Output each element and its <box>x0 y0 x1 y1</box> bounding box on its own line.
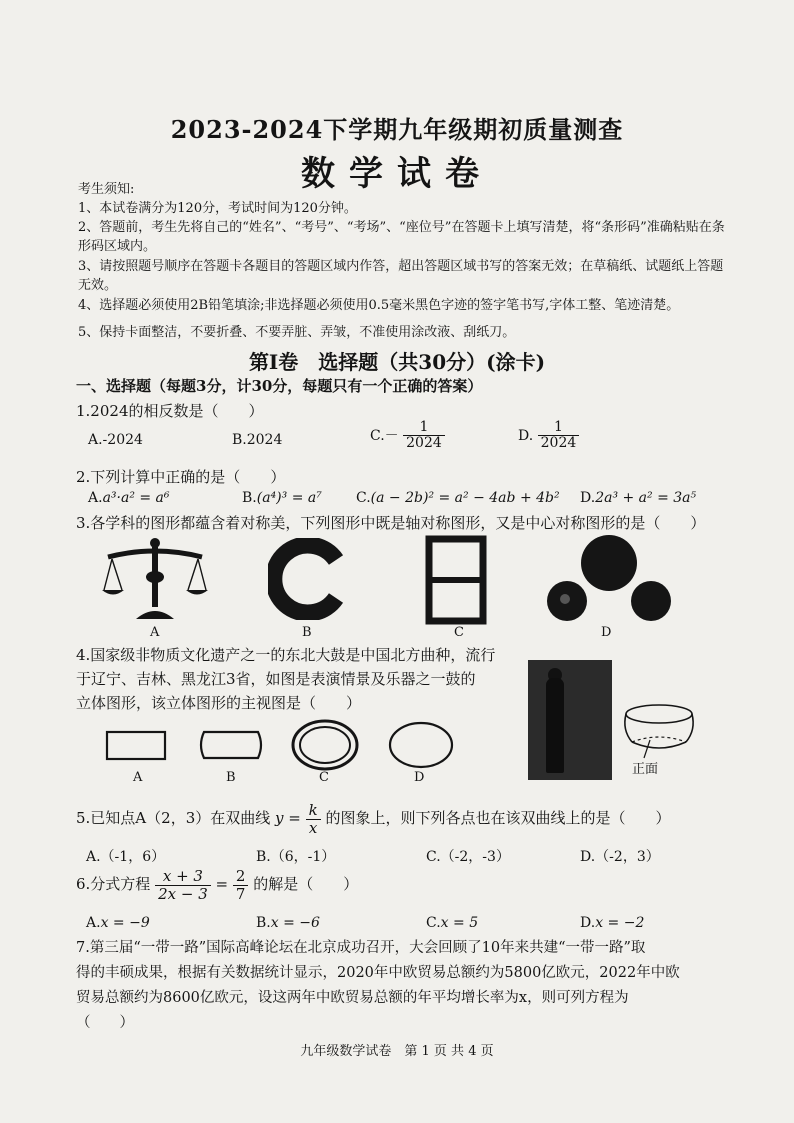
q6-a-prefix: A. <box>86 915 101 931</box>
page-footer: 九年级数学试卷 第 1 页 共 4 页 <box>300 1044 494 1059</box>
q5-numerator: k <box>306 802 321 820</box>
part-heading: 一、选择题（每题3分，计30分，每题只有一个正确的答案） <box>76 377 483 395</box>
q3-label-d: D <box>601 625 612 640</box>
q6-stem <box>76 868 358 902</box>
q6-option-d <box>580 915 644 931</box>
q1-option-c-prefix: C.－ <box>370 427 399 444</box>
q6-d-prefix: D. <box>580 915 596 931</box>
q6-numerator-right: 2 <box>233 868 249 886</box>
q6-numerator-left: x + 3 <box>155 868 211 886</box>
q6-d-expr: x = −2 <box>595 915 645 931</box>
q5-option-b: B.（6，-1） <box>256 849 336 865</box>
q6-equals: = <box>215 875 229 893</box>
q3-stem: 3.各学科的图形都蕴含着对称美，下列图形中既是轴对称图形，又是中心对称图形的是（ ） <box>76 514 706 532</box>
q6-denominator-right: 7 <box>235 884 246 903</box>
q1-option-c <box>370 420 445 452</box>
q5-y-eq: y = <box>275 809 301 827</box>
notice-item-5: 5、保持卡面整洁，不要折叠、不要弄脏、弄皱，不准使用涂改液、刮纸刀。 <box>78 325 516 340</box>
q7-line-2: 得的丰硕成果，根据有关数据统计显示，2020年中欧贸易总额约为5800亿欧元，2022年中欧 <box>76 965 680 981</box>
q4-label-c: C <box>319 770 329 785</box>
q2-b-prefix: B. <box>242 490 257 506</box>
q5-denominator: x <box>308 818 318 837</box>
three-circles-icon <box>545 533 675 625</box>
q1-stem: 1.2024的相反数是（ ） <box>76 402 264 420</box>
q6-c-prefix: C. <box>426 915 441 931</box>
notice-item-3: 3、请按照题号顺序在答题卡各题目的答题区域内作答，超出答题区域书写的答案无效；在草稿纸、试题纸上答题无效。 <box>78 259 724 293</box>
q1-d-numerator: 1 <box>538 420 580 436</box>
q6-b-expr: x = −6 <box>270 915 320 931</box>
front-view-double-ellipse-icon <box>290 718 360 772</box>
q4-label-d: D <box>414 770 425 785</box>
q6-fraction-left <box>155 868 211 902</box>
q4-label-b: B <box>226 770 236 785</box>
q7-line-4: （ ） <box>76 1015 134 1031</box>
q7-line-1: 7.第三届“一带一路”国际高峰论坛在北京成功召开，大会回顾了10年来共建“一带一路”取 <box>76 940 646 956</box>
window-frame-icon <box>425 535 487 625</box>
q5-stem-post: 的图象上，则下列各点也在该双曲线上的是（ ） <box>325 809 671 827</box>
q2-b-expr: (a⁴)³ = a⁷ <box>256 490 322 506</box>
q5-fraction <box>306 802 321 836</box>
q4-line-3: 立体图形，该立体图形的主视图是（ ） <box>76 694 362 712</box>
q6-option-b <box>256 915 320 931</box>
q7-line-3: 贸易总额约为8600亿欧元，设这两年中欧贸易总额的年平均增长率为x，则可列方程为 <box>76 990 629 1006</box>
q3-label-a: A <box>150 625 160 640</box>
q1-d-denominator: 2024 <box>540 435 577 452</box>
q1-option-b: B.2024 <box>232 432 283 448</box>
q4-label-a: A <box>133 770 143 785</box>
section-title: 第Ⅰ卷 选择题（共30分）(涂卡) <box>248 350 546 374</box>
q2-d-expr: 2a³ + a² = 3a⁵ <box>595 490 697 506</box>
front-view-barrel-icon <box>198 725 264 765</box>
q6-stem-post: 的解是（ ） <box>253 875 359 893</box>
performance-photo <box>528 660 612 780</box>
q2-option-b <box>242 490 322 506</box>
q2-a-expr: a³·a² = a⁶ <box>102 490 170 506</box>
q5-stem-pre: 5.已知点A（2，3）在双曲线 <box>76 809 271 827</box>
q4-line-2: 于辽宁、吉林、黑龙江3省，如图是表演情景及乐器之一鼓的 <box>76 670 476 688</box>
notice-item-2: 2、答题前，考生先将自己的“姓名”、“考号”、“考场”、“座位号”在答题卡上填写清楚，将“条形码”准确粘贴在条形码区域内。 <box>78 220 725 254</box>
notice-item-1: 1、本试卷满分为120分，考试时间为120分钟。 <box>78 201 357 216</box>
front-view-label: 正面 <box>632 762 659 777</box>
q5-option-d: D.（-2，3） <box>580 849 660 865</box>
notice-item-4: 4、选择题必须使用2B铅笔填涂;非选择题必须使用0.5毫米黑色字迹的签字笔书写,字体工整、笔迹清楚。 <box>78 298 680 313</box>
q6-option-a <box>86 915 150 931</box>
q6-c-expr: x = 5 <box>440 915 479 931</box>
ring-c-icon <box>268 538 348 620</box>
q2-option-d <box>580 490 696 506</box>
q2-option-c <box>356 490 560 506</box>
q1-c-numerator: 1 <box>403 420 445 436</box>
q2-c-prefix: C. <box>356 490 371 506</box>
front-view-ellipse-icon <box>386 720 456 770</box>
q1-option-d-prefix: D. <box>518 427 534 444</box>
q2-a-prefix: A. <box>88 490 103 506</box>
front-view-rectangle-icon <box>104 725 168 765</box>
drum-3d-icon <box>620 700 698 762</box>
q5-stem <box>76 802 671 836</box>
q2-option-a <box>88 490 170 506</box>
q6-fraction-right <box>233 868 249 902</box>
q3-label-b: B <box>302 625 312 640</box>
q1-c-denominator: 2024 <box>406 435 442 452</box>
q6-b-prefix: B. <box>256 915 271 931</box>
q5-option-c: C.（-2，-3） <box>426 849 510 865</box>
exam-title: 2023-2024下学期九年级期初质量测查 <box>170 115 624 144</box>
q4-line-1: 4.国家级非物质文化遗产之一的东北大鼓是中国北方曲种，流行 <box>76 646 496 664</box>
q1-option-d-fraction <box>538 420 580 452</box>
notice-heading: 考生须知: <box>78 182 135 197</box>
q3-label-c: C <box>454 625 464 640</box>
q2-d-prefix: D. <box>580 490 596 506</box>
q1-option-c-fraction <box>403 420 445 452</box>
q6-a-expr: x = −9 <box>100 915 150 931</box>
q2-stem: 2.下列计算中正确的是（ ） <box>76 468 286 486</box>
performer-figure <box>546 678 564 773</box>
exam-subtitle: 数学试卷 <box>301 154 493 194</box>
scale-balance-icon <box>100 535 210 625</box>
q6-denominator-left: 2x − 3 <box>158 884 208 903</box>
q6-option-c <box>426 915 478 931</box>
q1-option-d <box>518 420 579 452</box>
q6-stem-pre: 6.分式方程 <box>76 875 151 893</box>
q5-option-a: A.（-1，6） <box>86 849 166 865</box>
q1-option-a: A.-2024 <box>88 432 143 448</box>
q2-c-expr: (a − 2b)² = a² − 4ab + 4b² <box>370 490 560 506</box>
